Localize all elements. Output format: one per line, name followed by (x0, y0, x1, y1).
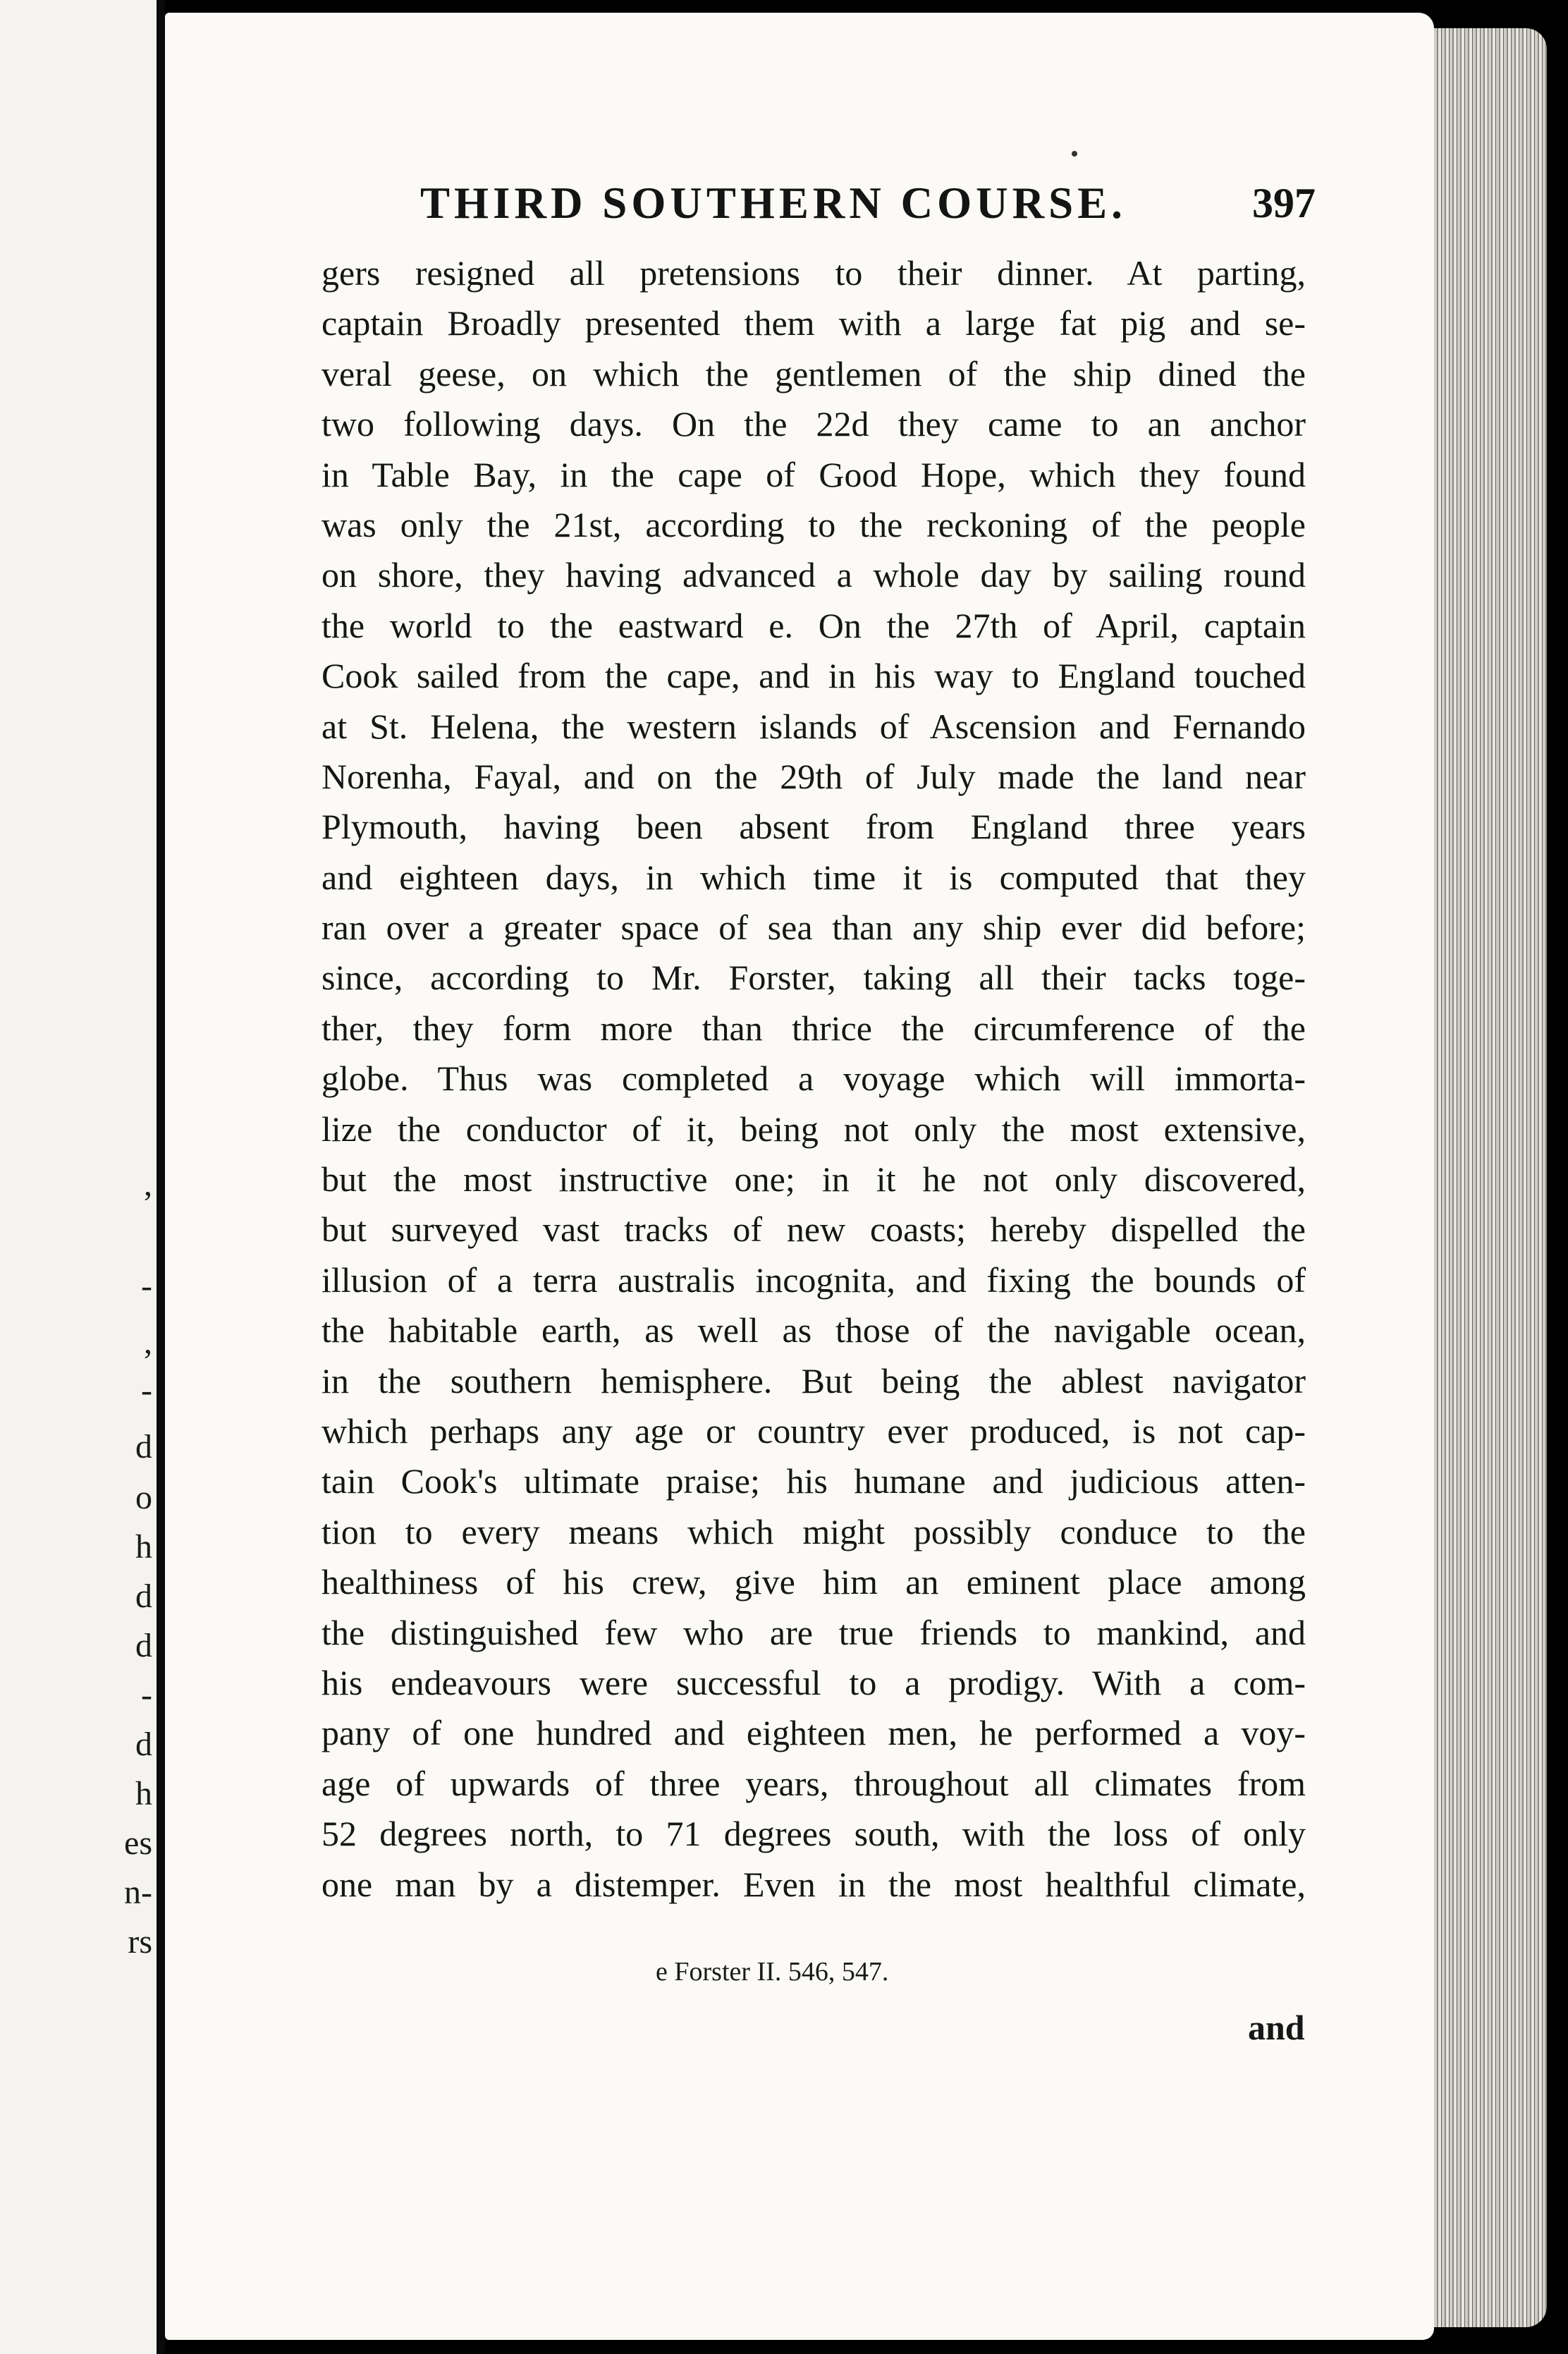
text-line: tion to every means which might possibly conduce to the (321, 1511, 1306, 1551)
text-line: ran over a greater space of sea than any ship ever did before; (321, 908, 1306, 948)
facing-page-fragment: - (141, 1676, 152, 1714)
text-line: Cook sailed from the cape, and in his way to England touched (321, 656, 1306, 696)
catchword: and (1248, 2008, 1305, 2047)
facing-page-fragment: , (144, 1324, 152, 1361)
facing-page-fragment: rs (128, 1923, 152, 1960)
footnote: e Forster II. 546, 547. (656, 1957, 889, 1987)
page-header (420, 178, 1316, 234)
text-line: two following days. On the 22d they came to an anchor (321, 404, 1306, 444)
text-line: his endeavours were successful to a prodigy. With a com- (321, 1662, 1306, 1702)
text-line: captain Broadly presented them with a large fat pig and se- (321, 303, 1306, 343)
text-line: tain Cook's ultimate praise; his humane and judicious atten- (321, 1461, 1306, 1501)
text-line: the habitable earth, as well as those of the navigable ocean, (321, 1310, 1306, 1350)
text-line: one man by a distemper. Even in the most healthful climate, (321, 1864, 1306, 1904)
facing-page-fragment: d (135, 1726, 152, 1763)
running-head: THIRD SOUTHERN COURSE. (420, 178, 1127, 228)
text-line: the world to the eastward e. On the 27th of April, captain (321, 605, 1306, 645)
text-line: since, according to Mr. Forster, taking all their tacks toge- (321, 958, 1306, 998)
facing-page-edge (0, 0, 157, 2354)
facing-page-fragment: h (135, 1775, 152, 1812)
text-line: was only the 21st, according to the reckoning of the people (321, 504, 1306, 544)
facing-page-fragment: es (124, 1824, 152, 1862)
text-line: but surveyed vast tracks of new coasts; hereby dispelled the (321, 1209, 1306, 1250)
text-line: which perhaps any age or country ever produced, is not cap- (321, 1410, 1306, 1451)
page-edges (1434, 28, 1547, 2327)
text-line: gers resigned all pretensions to their dinner. At parting, (321, 253, 1306, 293)
text-line: veral geese, on which the gentlemen of the ship dined the (321, 353, 1306, 394)
facing-page-fragment: d (135, 1428, 152, 1465)
text-line: lize the conductor of it, being not only the most extensive, (321, 1109, 1306, 1149)
facing-page-fragment: - (141, 1267, 152, 1305)
text-line: Plymouth, having been absent from England three years (321, 807, 1306, 847)
text-line: and eighteen days, in which time it is computed that they (321, 857, 1306, 897)
text-line: healthiness of his crew, give him an eminent place among (321, 1562, 1306, 1602)
text-line: 52 degrees north, to 71 degrees south, with the loss of only (321, 1814, 1306, 1854)
facing-page-fragment: d (135, 1627, 152, 1664)
facing-page-fragment: n- (124, 1874, 152, 1911)
text-line: ther, they form more than thrice the circumference of the (321, 1008, 1306, 1048)
facing-page-fragment: o (135, 1479, 152, 1516)
ink-speck (1072, 151, 1077, 157)
text-line: illusion of a terra australis incognita, and fixing the bounds of (321, 1260, 1306, 1300)
body-text (321, 248, 1306, 1910)
text-line: Norenha, Fayal, and on the 29th of July made the land near (321, 756, 1306, 796)
text-line: in the southern hemisphere. But being the ablest navigator (321, 1360, 1306, 1401)
text-line: the distinguished few who are true friends to mankind, and (321, 1612, 1306, 1652)
text-line: globe. Thus was completed a voyage which will immorta- (321, 1059, 1306, 1099)
book-gutter (157, 0, 165, 2354)
text-line: age of upwards of three years, throughout all climates from (321, 1763, 1306, 1803)
facing-page-fragment: d (135, 1578, 152, 1615)
facing-page-fragment: h (135, 1528, 152, 1566)
text-line: but the most instructive one; in it he not only discovered, (321, 1159, 1306, 1200)
page-number: 397 (1252, 180, 1316, 226)
text-line: on shore, they having advanced a whole day by sailing round (321, 555, 1306, 595)
text-line: in Table Bay, in the cape of Good Hope, which they found (321, 454, 1306, 494)
facing-page-fragment: - (141, 1372, 152, 1409)
text-line: at St. Helena, the western islands of Ascension and Fernando (321, 706, 1306, 746)
facing-page-fragment: , (144, 1166, 152, 1203)
text-line: pany of one hundred and eighteen men, he performed a voy- (321, 1713, 1306, 1753)
